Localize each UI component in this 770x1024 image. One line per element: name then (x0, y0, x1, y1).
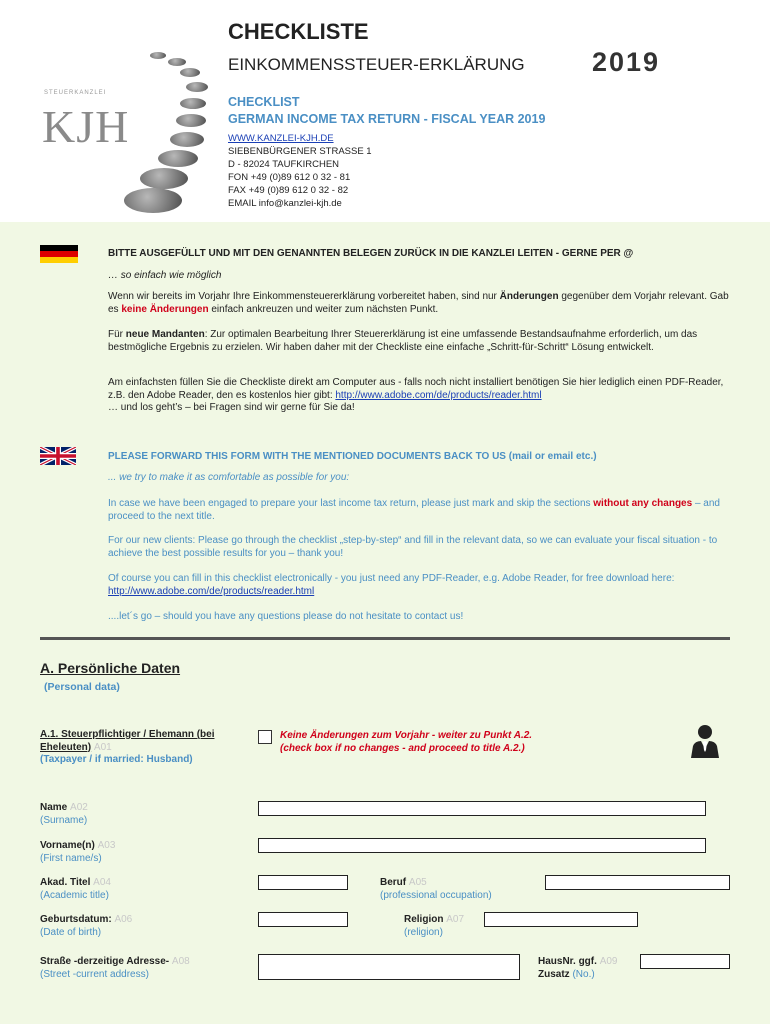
en-paragraph-2: For our new clients: Please go through the checklist „step-by-step“ and fill in the relevant data, so we can evaluate your fiscal situation - to achieve the best possible results for you – thank you! (108, 535, 718, 559)
de-heading: BITTE AUSGEFÜLLT UND MIT DEN GENANNTEN BELEGEN ZURÜCK IN DIE KANZLEI LEITEN - GERNE PER @ (108, 248, 634, 259)
no-changes-label: Keine Änderungen zum Vorjahr - weiter zu Punkt A.2. (check box if no changes - and proceed to title A.2.) (280, 730, 533, 754)
page-subtitle: EINKOMMENSSTEUER-ERKLÄRUNG (228, 55, 525, 74)
hausnr-label: HausNr. ggf. A09 Zusatz (No.) (538, 956, 618, 980)
section-divider (40, 637, 730, 640)
city: D - 82024 TAUFKIRCHEN (228, 159, 340, 170)
logo-kjh-text: KJH (42, 101, 130, 152)
en-paragraph-3: Of course you can fill in this checklist electronically - you just need any PDF-Reader, e.g. Adobe Reader, for free download here: http://www.adobe.com/de/products/reader.html (108, 573, 675, 597)
name-input[interactable] (258, 801, 706, 816)
beruf-label: Beruf A05 (professional occupation) (380, 877, 492, 901)
a1-label: A.1. Steuerpflichtiger / Ehemann (bei Eheleuten) A01 (Taxpayer / if married: Husband) (40, 729, 215, 765)
header (0, 0, 770, 222)
religion-input[interactable] (484, 912, 638, 927)
website-link[interactable]: WWW.KANZLEI-KJH.DE (228, 133, 334, 144)
en-heading: PLEASE FORWARD THIS FORM WITH THE MENTIONED DOCUMENTS BACK TO US (mail or email etc.) (108, 451, 597, 462)
vorname-label: Vorname(n) A03 (First name/s) (40, 840, 116, 864)
religion-label: Religion A07 (religion) (404, 914, 465, 938)
titel-label: Akad. Titel A04 (Academic title) (40, 877, 111, 901)
section-a-title: A. Persönliche Daten (40, 660, 181, 676)
logo-small-text: STEUERKANZLEI (44, 90, 107, 96)
beruf-input[interactable] (545, 875, 730, 890)
german-flag-icon (40, 245, 78, 263)
strasse-label: Straße -derzeitige Adresse- A08 (Street -current address) (40, 956, 190, 980)
section-a-subtitle: (Personal data) (44, 681, 120, 693)
street: SIEBENBÜRGENER STRASSE 1 (228, 146, 372, 157)
de-paragraph-3: Am einfachsten füllen Sie die Checkliste direkt am Computer aus - falls noch nicht installiert benötigen Sie hier lediglich einen PDF-Reader, z.B. den Adobe Reader, den es kostenlos hier gibt: http://www.adobe.com/de/products/reader.html … und los geht’s – bei Fragen sind wir gerne für Sie da! (108, 377, 724, 413)
geburtsdatum-input[interactable] (258, 912, 348, 927)
en-paragraph-4: ....let´s go – should you have any questions please do not hesitate to contact us! (108, 611, 464, 622)
strasse-input[interactable] (258, 954, 520, 980)
adobe-link-de[interactable]: http://www.adobe.com/de/products/reader.html (335, 389, 542, 401)
address-block (228, 132, 372, 210)
en-paragraph-1: In case we have been engaged to prepare your last income tax return, please just mark and skip the sections without any changes – and proceed to the next title. (108, 498, 720, 522)
email: EMAIL info@kanzlei-kjh.de (228, 198, 342, 209)
phone: FON +49 (0)89 612 0 32 - 81 (228, 172, 351, 183)
no-changes-checkbox[interactable] (258, 730, 272, 744)
titel-input[interactable] (258, 875, 348, 890)
hausnr-input[interactable] (640, 954, 730, 969)
fax: FAX +49 (0)89 612 0 32 - 82 (228, 185, 349, 196)
checklist-en-title: CHECKLIST GERMAN INCOME TAX RETURN - FISCAL YEAR 2019 (228, 95, 546, 126)
de-paragraph-2: Für neue Mandanten: Zur optimalen Bearbeitung Ihrer Steuererklärung ist eine umfassende Bestandsaufnahme erforderlich, um das bestmögliche Ergebnis zu erzielen. Wir haben daher mit der Checkliste eine einfache „Schritt-für-Schritt“ Lösung entwickelt. (108, 329, 698, 353)
page-year: 2019 (592, 47, 661, 77)
adobe-link-en[interactable]: http://www.adobe.com/de/products/reader.html (108, 585, 315, 597)
page-title: CHECKLISTE (228, 19, 369, 44)
uk-flag-icon (40, 447, 76, 465)
logo (30, 50, 220, 220)
en-intro: ... we try to make it as comfortable as possible for you: (108, 472, 350, 483)
name-label: Name A02 (Surname) (40, 802, 88, 826)
vorname-input[interactable] (258, 838, 706, 853)
person-icon (690, 724, 720, 758)
de-intro: … so einfach wie möglich (108, 270, 222, 281)
geburtsdatum-label: Geburtsdatum: A06 (Date of birth) (40, 914, 133, 938)
de-paragraph-1: Wenn wir bereits im Vorjahr Ihre Einkommensteuererklärung vorbereitet haben, sind nur Änderungen gegenüber dem Vorjahr relevant. Gab es keine Änderungen einfach ankreuzen und weiter zum nächsten Punkt. (108, 291, 729, 315)
